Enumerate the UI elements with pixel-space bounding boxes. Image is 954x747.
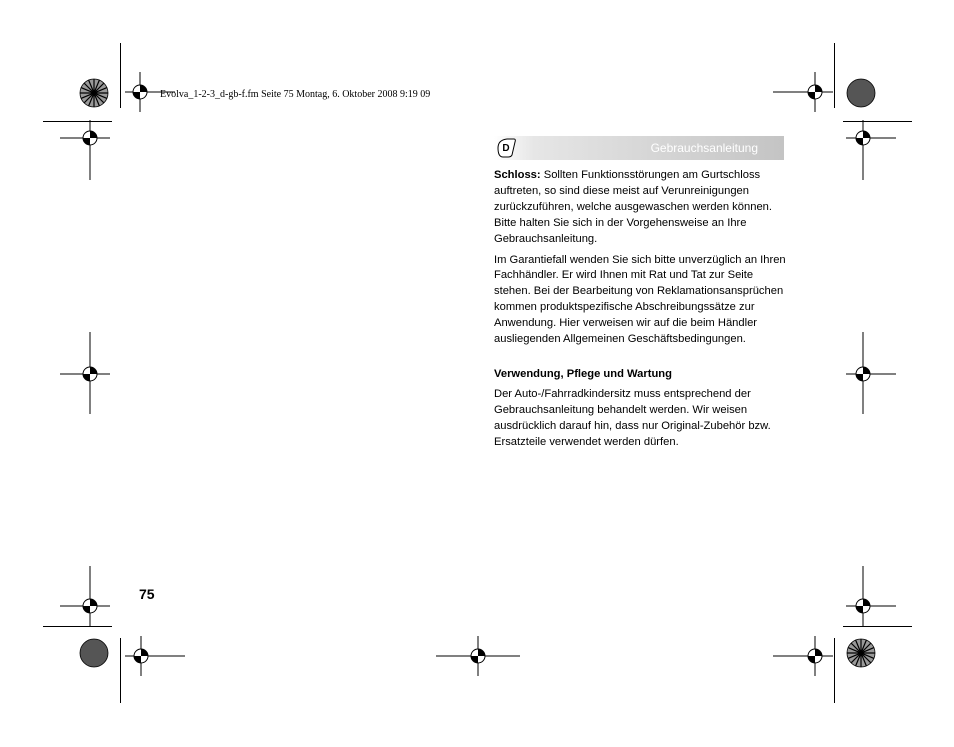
- registration-target-icon: [846, 332, 896, 414]
- crop-mark-top-left-vertical: [120, 43, 121, 108]
- paragraph-schloss: [494, 168, 786, 248]
- body-content: [494, 168, 786, 456]
- starburst-calibration-icon: [846, 638, 876, 668]
- section-banner: [494, 136, 784, 160]
- section-title: Gebrauchsanleitung: [650, 141, 758, 155]
- paragraph-wartung: Der Auto-/Fahrradkindersitz muss entsprechend der Gebrauchsanleitung behandelt werden. Wir weisen ausdrücklich darauf hin, dass nur Original-Zubehör bzw. Ersatzteile verwendet werden dürfen.: [494, 387, 771, 448]
- registration-target-icon: [846, 566, 896, 626]
- registration-target-icon: [60, 566, 110, 626]
- paragraph-garantie: Im Garantiefall wenden Sie sich bitte unverzüglich an Ihren Fachhändler. Er wird Ihnen mit Rat und Tat zur Seite stehen. Bei der Bearbeitung von Reklamationsansprüchen kommen produktspezifische Abschreibungssätze zur Anwendung. Hier verweisen wir auf die beim Händler ausliegenden Allgemeinen Geschäftsbedingungen.: [494, 253, 786, 346]
- file-header: Evolva_1-2-3_d-gb-f.fm Seite 75 Montag, 6. Oktober 2008 9:19 09: [160, 89, 431, 100]
- crop-mark-top-right-vertical: [834, 43, 835, 108]
- crop-mark-bottom-left-horizontal: [43, 626, 112, 627]
- language-badge: [494, 137, 518, 159]
- starburst-calibration-icon: [846, 78, 876, 108]
- crop-mark-bottom-right-vertical: [834, 638, 835, 703]
- registration-target-icon: [60, 332, 110, 414]
- schloss-text: Sollten Funktionsstörungen am Gurtschloss auftreten, so sind diese meist auf Verunreinigungen zurückzuführen, welche ausgewaschen werden können. Bitte halten Sie sich in der Vorgehensweise an Ihre Gebrauchsanleitung.: [494, 169, 772, 245]
- section-heading: Verwendung, Pflege und Wartung: [494, 367, 672, 380]
- registration-target-icon: [125, 634, 185, 678]
- starburst-calibration-icon: [79, 78, 109, 108]
- crop-mark-bottom-left-vertical: [120, 638, 121, 703]
- crop-mark-bottom-right-horizontal: [843, 626, 912, 627]
- registration-target-icon: [773, 634, 833, 678]
- registration-target-icon: [436, 634, 520, 678]
- language-badge-label: D: [502, 142, 510, 154]
- registration-target-icon: [60, 120, 110, 182]
- schloss-label: Schloss:: [494, 169, 541, 181]
- registration-target-icon: [773, 70, 833, 114]
- registration-target-icon: [846, 120, 896, 182]
- starburst-calibration-icon: [79, 638, 109, 668]
- page-number: 75: [139, 586, 155, 602]
